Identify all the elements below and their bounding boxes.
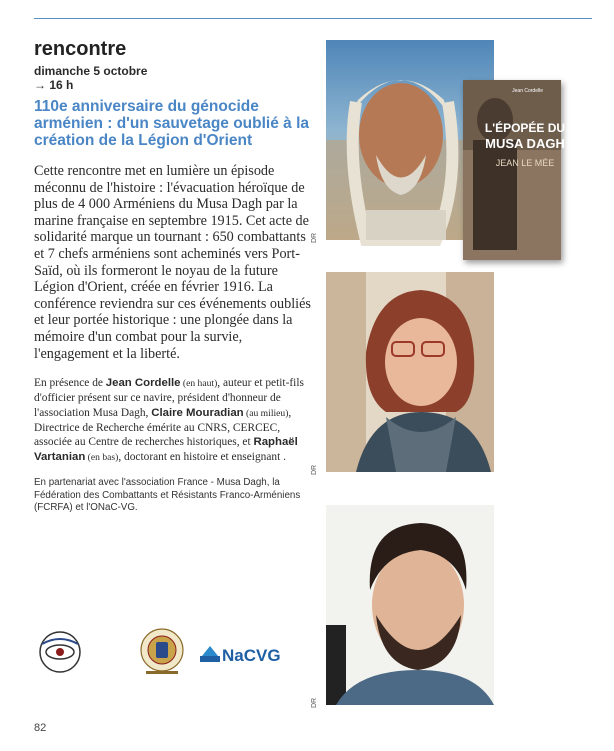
speaker-2-name: Claire Mouradian: [151, 406, 244, 419]
book-subtitle: JEAN LE MÉE: [495, 158, 555, 168]
speakers-paragraph: [34, 376, 312, 465]
page-number: 82: [34, 722, 47, 734]
top-rule: [34, 18, 592, 19]
musa-dagh-logo: [40, 632, 80, 672]
event-title: 110e anniversaire du génocide arménien : d'un sauvetage oublié à la création de la Légion d'Orient: [34, 98, 310, 149]
speaker-3-desc: , doctorant en histoire et enseignant .: [118, 450, 286, 463]
event-column: [34, 38, 312, 515]
speakers-intro: En présence de: [34, 377, 106, 390]
book-svg: [463, 80, 566, 260]
event-description: Cette rencontre met en lumière un épisode méconnu de l'histoire : l'évacuation héroïque de plus de 4 000 Arméniens du Musa Dagh par la marine française en septembre 1915. Cet acte de solidarité marque un tournant : 650 combattants et 7 chefs arméniens sont acheminés vers Port-Saïd, où ils formeront le noyau de la future Légion d'Orient, créée en février 1916. La conférence reviendra sur ces événements oubliés et leur portée historique : une plongée dans la mémoire d'un combat pour la survie, l'engagement et la liberté.: [34, 163, 311, 362]
event-date: dimanche 5 octobre: [34, 64, 148, 78]
event-category: rencontre: [34, 38, 127, 60]
photo-raphael-vartanian: [326, 505, 494, 705]
speaker-1-name: Jean Cordelle: [105, 377, 181, 390]
onacvg-logo: [200, 646, 281, 665]
book-cover: [463, 80, 566, 260]
photo-3-svg: [326, 505, 494, 705]
photo-2-svg: [326, 272, 494, 472]
speaker-1-position: (en haut): [180, 378, 218, 390]
photo-claire-mouradian: [326, 272, 494, 472]
fcrfa-logo: [141, 629, 183, 674]
speaker-1-desc: , auteur et petit-fils d'officier présent sur ce navire, président d'honneur de l'association Musa Dagh,: [34, 377, 304, 419]
partner-logos: [34, 628, 281, 676]
speaker-2-position: (au milieu): [243, 407, 289, 419]
photo-credit-2: DR: [311, 464, 318, 475]
partnership-note: En partenariat avec l'association France - Musa Dagh, la Fédération des Combattants et Résistants Franco-Arméniens (FCRFA) et l'ONaC-VG.: [34, 476, 301, 514]
speaker-3-name: Raphaël Vartanian: [34, 436, 298, 463]
nacvg-text: NaCVG: [222, 646, 281, 665]
photo-credit-3: DR: [311, 697, 318, 708]
logos-svg: [34, 628, 281, 676]
photo-credit-1: DR: [311, 232, 318, 243]
book-title-1: L'ÉPOPÉE DU: [484, 121, 566, 135]
event-time: → 16 h: [34, 78, 74, 92]
speaker-2-desc: , Directrice de Recherche émérite au CNRS, CERCEC, associée au Centre de recherches historiques, et: [34, 406, 292, 449]
book-author: Jean Cordelle: [512, 88, 543, 94]
speaker-3-position: (en bas): [85, 451, 119, 463]
book-title-2: MUSA DAGH: [485, 136, 565, 151]
